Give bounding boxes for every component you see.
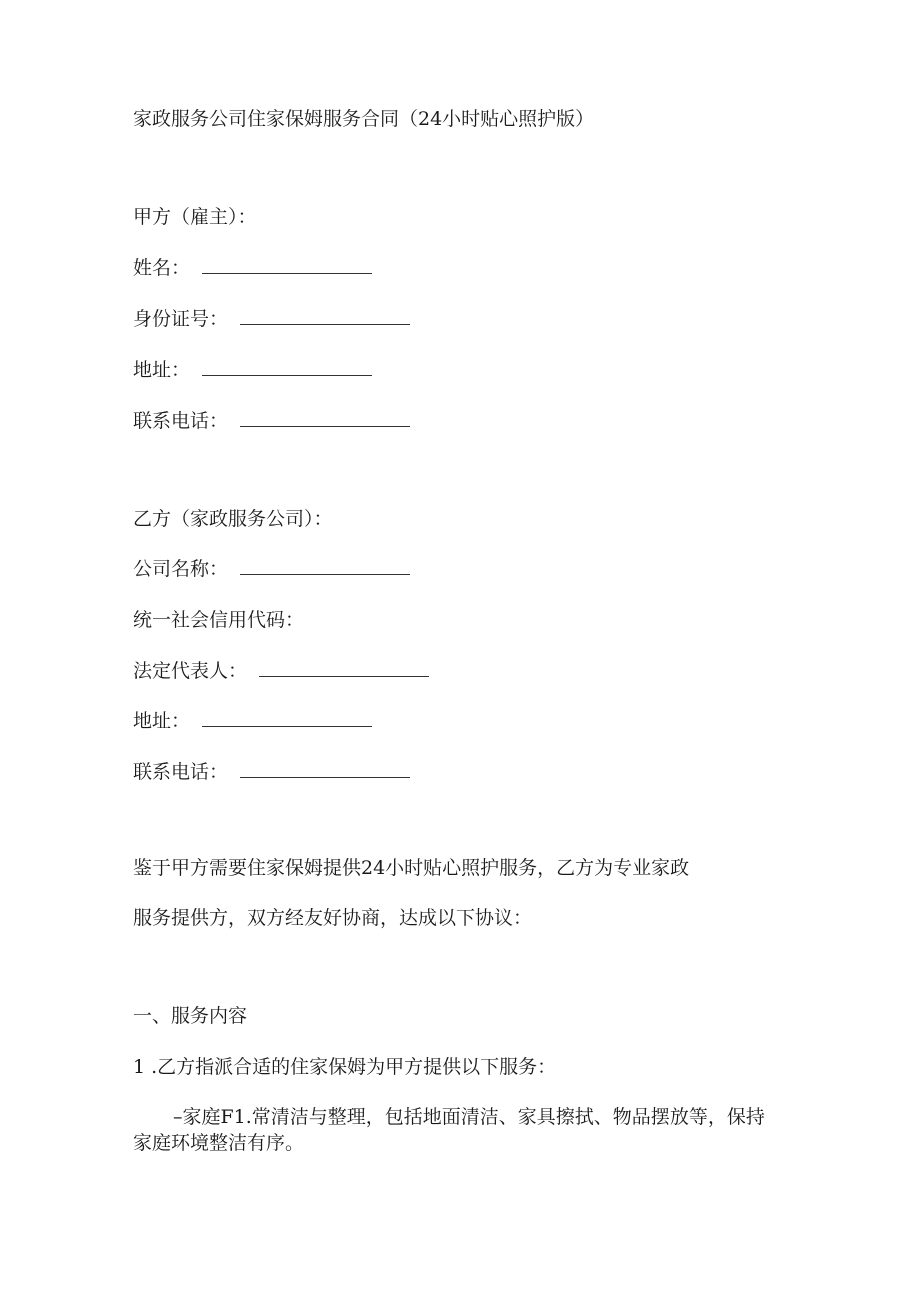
party-a-address-label: 地址：	[133, 359, 191, 381]
party-a-address-row	[133, 358, 372, 382]
party-a-phone-blank	[240, 412, 410, 427]
party-b-legal-rep-row	[133, 659, 429, 683]
party-b-address-row	[133, 709, 372, 733]
party-a-heading: 甲方（雇主）：	[133, 206, 257, 228]
party-b-phone-label: 联系电话：	[133, 761, 229, 783]
party-a-id-blank	[240, 310, 410, 325]
party-b-heading: 乙方（家政服务公司）：	[133, 508, 333, 530]
party-b-address-label: 地址：	[133, 710, 191, 732]
party-a-name-label: 姓名：	[133, 257, 191, 279]
party-a-phone-label: 联系电话：	[133, 410, 229, 432]
section-1-heading: 一、服务内容	[133, 1005, 248, 1027]
party-a-id-label: 身份证号：	[133, 308, 229, 330]
party-b-company-blank	[240, 560, 410, 575]
party-b-company-row	[133, 557, 410, 581]
party-b-credit-code-label: 统一社会信用代码：	[133, 609, 305, 631]
party-b-phone-blank	[240, 763, 410, 778]
party-a-name-blank	[202, 259, 372, 274]
preamble-line-2: 服务提供方，双方经友好协商，达成以下协议：	[133, 907, 533, 929]
party-b-address-blank	[202, 712, 372, 727]
party-a-name-row	[133, 256, 372, 280]
party-b-phone-row	[133, 760, 410, 784]
party-b-company-label: 公司名称：	[133, 558, 229, 580]
section-1-sub-item-1: –家庭F1.常清洁与整理，包括地面清洁、家具擦拭、物品摆放等，保持家庭环境整洁有序。	[133, 1106, 765, 1154]
party-a-address-blank	[202, 361, 372, 376]
party-a-phone-row	[133, 409, 410, 433]
party-b-legal-rep-label: 法定代表人：	[133, 660, 248, 682]
section-1-item-1: 1 .乙方指派合适的住家保姆为甲方提供以下服务：	[133, 1056, 557, 1078]
document-title: 家政服务公司住家保姆服务合同（24小时贴心照护版）	[133, 108, 595, 130]
party-a-id-row	[133, 307, 410, 331]
preamble-line-1: 鉴于甲方需要住家保姆提供24小时贴心照护服务，乙方为专业家政	[133, 857, 690, 879]
party-b-credit-code-row	[133, 608, 304, 632]
party-b-legal-rep-blank	[259, 662, 429, 677]
